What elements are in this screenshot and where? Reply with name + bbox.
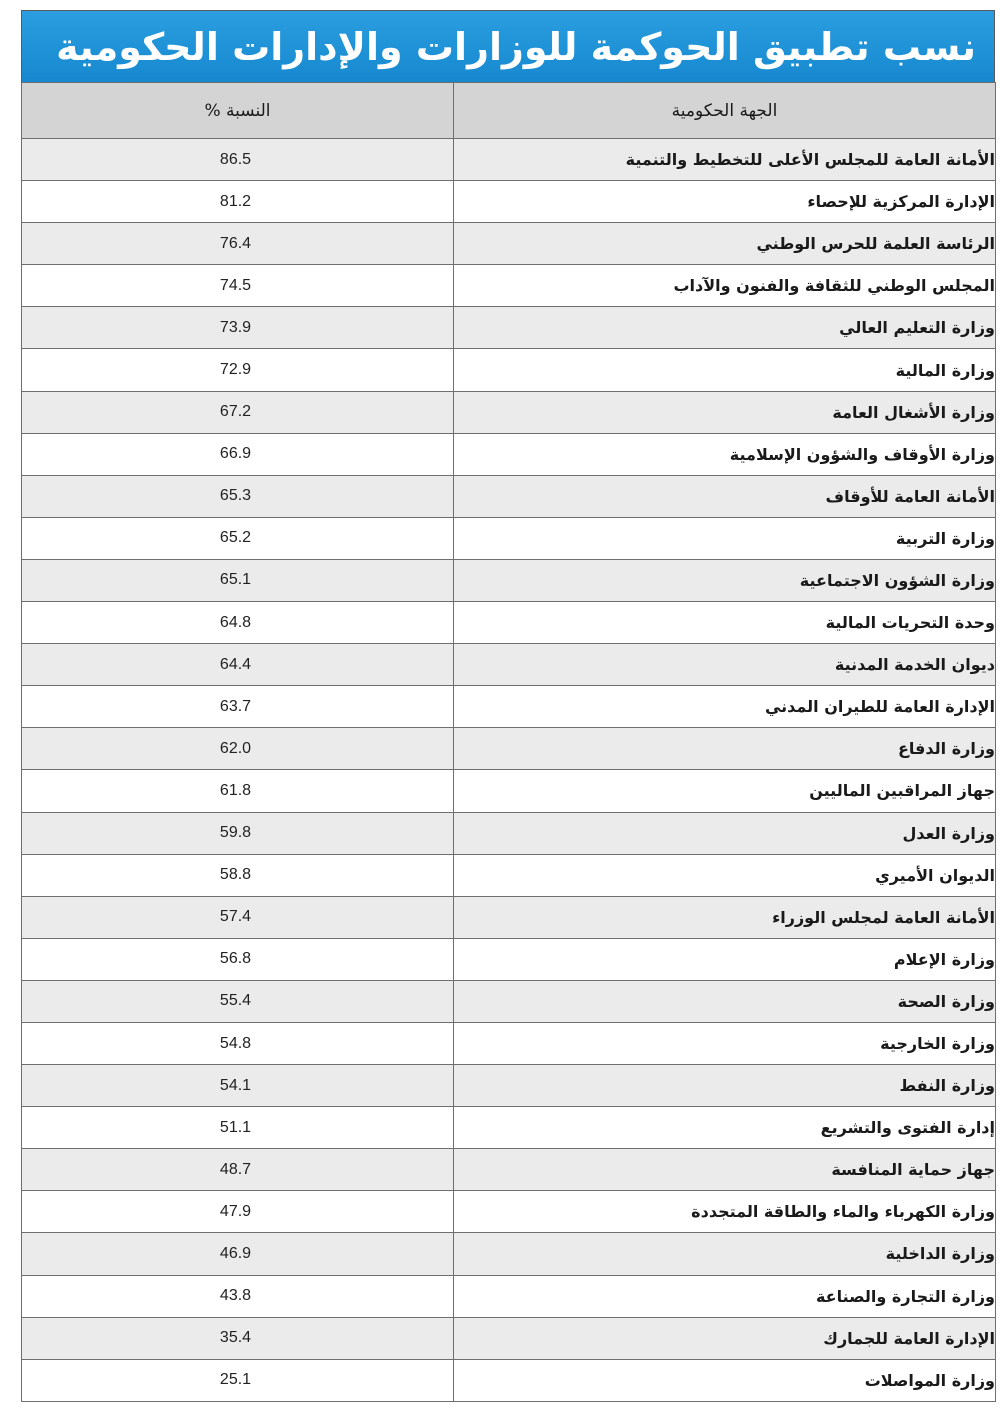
- entity-name-cell: وزارة التربية: [454, 517, 996, 559]
- column-header-percent: النسبة %: [22, 83, 454, 139]
- percent-cell: [22, 1275, 454, 1317]
- table-row: [22, 391, 996, 433]
- table-row: [22, 1107, 996, 1149]
- table-row: [22, 265, 996, 307]
- percent-cell: [22, 1191, 454, 1233]
- table-row: [22, 686, 996, 728]
- entity-name-cell: وزارة المالية: [454, 349, 996, 391]
- percent-value: 59.8: [219, 824, 252, 842]
- table-row: [22, 812, 996, 854]
- percent-cell: [22, 1065, 454, 1107]
- percent-cell: [22, 433, 454, 475]
- table-row: [22, 1317, 996, 1359]
- percent-value: 47.9: [219, 1202, 252, 1220]
- percent-value: 48.7: [219, 1160, 252, 1178]
- percent-cell: [22, 1149, 454, 1191]
- percent-cell: [22, 517, 454, 559]
- percent-value: 65.1: [219, 571, 252, 589]
- percent-cell: [22, 854, 454, 896]
- governance-table-page: [21, 10, 995, 1402]
- percent-cell: [22, 265, 454, 307]
- percent-cell: [22, 559, 454, 601]
- percent-value: 74.5: [219, 276, 252, 294]
- percent-value: 25.1: [219, 1371, 252, 1389]
- percent-value: 58.8: [219, 866, 252, 884]
- percent-cell: [22, 602, 454, 644]
- entity-name-cell: جهاز المراقبين الماليين: [454, 770, 996, 812]
- entity-name-cell: وزارة الشؤون الاجتماعية: [454, 559, 996, 601]
- percent-cell: [22, 644, 454, 686]
- percent-value: 54.1: [219, 1076, 252, 1094]
- entity-name-cell: إدارة الفتوى والتشريع: [454, 1107, 996, 1149]
- percent-cell: [22, 1107, 454, 1149]
- table-row: [22, 602, 996, 644]
- entity-name-cell: الأمانة العامة للمجلس الأعلى للتخطيط والتنمية: [454, 139, 996, 181]
- entity-name-cell: الإدارة العامة للجمارك: [454, 1317, 996, 1359]
- entity-name-cell: وزارة الداخلية: [454, 1233, 996, 1275]
- percent-value: 35.4: [219, 1329, 252, 1347]
- table-row: [22, 475, 996, 517]
- entity-name-cell: الإدارة العامة للطيران المدني: [454, 686, 996, 728]
- entity-name-cell: الأمانة العامة لمجلس الوزراء: [454, 896, 996, 938]
- percent-value: 55.4: [219, 992, 252, 1010]
- table-row: [22, 433, 996, 475]
- percent-cell: [22, 1359, 454, 1401]
- percent-value: 86.5: [219, 150, 252, 168]
- entity-name-cell: المجلس الوطني للثقافة والفنون والآداب: [454, 265, 996, 307]
- percent-value: 62.0: [219, 739, 252, 757]
- table-row: [22, 770, 996, 812]
- percent-cell: [22, 223, 454, 265]
- percent-cell: [22, 980, 454, 1022]
- entity-name-cell: الإدارة المركزية للإحصاء: [454, 181, 996, 223]
- percent-cell: [22, 139, 454, 181]
- percent-value: 76.4: [219, 234, 252, 252]
- table-row: [22, 517, 996, 559]
- percent-value: 73.9: [219, 318, 252, 336]
- table-row: [22, 980, 996, 1022]
- entity-name-cell: وحدة التحريات المالية: [454, 602, 996, 644]
- title-banner: [21, 10, 995, 82]
- entity-name-cell: وزارة الأوقاف والشؤون الإسلامية: [454, 433, 996, 475]
- column-header-entity: الجهة الحكومية: [454, 83, 996, 139]
- table-row: [22, 1065, 996, 1107]
- entity-name-cell: الرئاسة العلمة للحرس الوطني: [454, 223, 996, 265]
- table-row: [22, 307, 996, 349]
- percent-value: 61.8: [219, 781, 252, 799]
- percent-value: 64.8: [219, 613, 252, 631]
- entity-name-cell: وزارة العدل: [454, 812, 996, 854]
- table-row: [22, 559, 996, 601]
- percent-value: 66.9: [219, 445, 252, 463]
- percent-cell: [22, 812, 454, 854]
- percent-value: 65.3: [219, 487, 252, 505]
- percent-cell: [22, 728, 454, 770]
- percent-cell: [22, 181, 454, 223]
- table-row: [22, 139, 996, 181]
- percent-cell: [22, 475, 454, 517]
- table-body: [22, 139, 996, 1402]
- entity-name-cell: وزارة التجارة والصناعة: [454, 1275, 996, 1317]
- percent-value: 56.8: [219, 950, 252, 968]
- percent-cell: [22, 1233, 454, 1275]
- percent-value: 65.2: [219, 529, 252, 547]
- table-row: [22, 181, 996, 223]
- percent-cell: [22, 391, 454, 433]
- table-row: [22, 349, 996, 391]
- entity-name-cell: وزارة الأشغال العامة: [454, 391, 996, 433]
- table-row: [22, 1149, 996, 1191]
- entity-name-cell: وزارة الخارجية: [454, 1022, 996, 1064]
- percent-value: 67.2: [219, 403, 252, 421]
- table-row: [22, 1191, 996, 1233]
- percent-cell: [22, 770, 454, 812]
- table-row: [22, 1233, 996, 1275]
- percent-value: 63.7: [219, 697, 252, 715]
- table-row: [22, 1022, 996, 1064]
- percent-value: 57.4: [219, 908, 252, 926]
- table-row: [22, 644, 996, 686]
- table-row: [22, 1275, 996, 1317]
- percent-cell: [22, 307, 454, 349]
- percent-value: 46.9: [219, 1244, 252, 1262]
- entity-name-cell: وزارة الكهرباء والماء والطاقة المتجددة: [454, 1191, 996, 1233]
- entity-name-cell: الديوان الأميري: [454, 854, 996, 896]
- entity-name-cell: وزارة الدفاع: [454, 728, 996, 770]
- table-row: [22, 1359, 996, 1401]
- entity-name-cell: وزارة النفط: [454, 1065, 996, 1107]
- table-row: [22, 728, 996, 770]
- percent-cell: [22, 1317, 454, 1359]
- page-title: نسب تطبيق الحوكمة للوزارات والإدارات الحكومية: [56, 24, 976, 69]
- percent-value: 72.9: [219, 361, 252, 379]
- percent-cell: [22, 686, 454, 728]
- table-row: [22, 896, 996, 938]
- percent-value: 54.8: [219, 1034, 252, 1052]
- entity-name-cell: وزارة الإعلام: [454, 938, 996, 980]
- table-row: [22, 223, 996, 265]
- table-row: [22, 938, 996, 980]
- table-header-row: [22, 83, 996, 139]
- entity-name-cell: وزارة المواصلات: [454, 1359, 996, 1401]
- entity-name-cell: الأمانة العامة للأوقاف: [454, 475, 996, 517]
- percent-value: 43.8: [219, 1287, 252, 1305]
- entity-name-cell: ديوان الخدمة المدنية: [454, 644, 996, 686]
- entity-name-cell: وزارة الصحة: [454, 980, 996, 1022]
- entity-name-cell: جهاز حماية المنافسة: [454, 1149, 996, 1191]
- governance-table: [21, 82, 996, 1402]
- percent-cell: [22, 349, 454, 391]
- percent-value: 64.4: [219, 655, 252, 673]
- percent-cell: [22, 896, 454, 938]
- percent-cell: [22, 938, 454, 980]
- entity-name-cell: وزارة التعليم العالي: [454, 307, 996, 349]
- percent-value: 51.1: [219, 1118, 252, 1136]
- percent-value: 81.2: [219, 192, 252, 210]
- table-row: [22, 854, 996, 896]
- percent-cell: [22, 1022, 454, 1064]
